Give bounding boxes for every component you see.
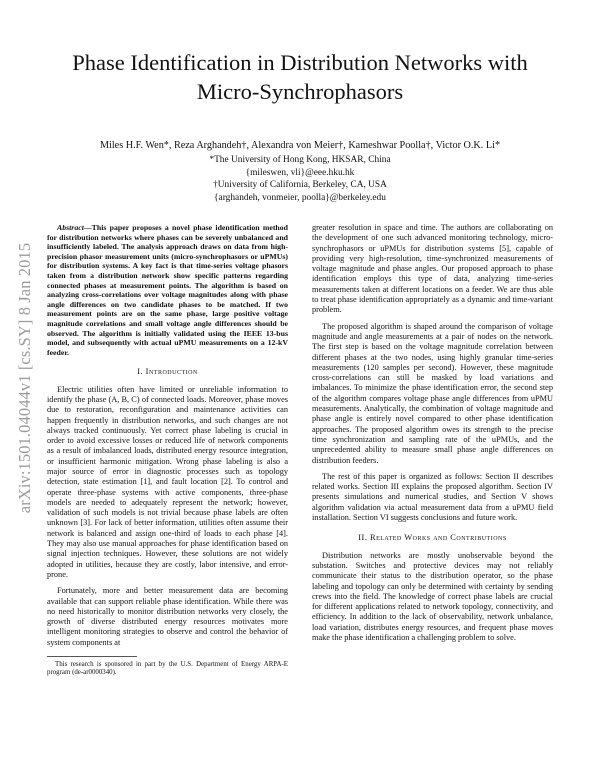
footnote-divider bbox=[47, 656, 137, 657]
related-paragraph-1: Distribution networks are mostly unobservable beyond the substation. Switches and protective devices may not reliably communicate their status to the distribution operator, so the phase labeling and topology can only be determined with certainty by sending crews into the field. The knowledge of correct phase labels are crucial for different applications related to network topology, connectivity, and efficiency. In addition to the lack of observability, network unbalance, load variation, distributes energy resources, and frequent phase moves make the phase identification a challenging problem to solve. bbox=[312, 550, 553, 642]
intro-paragraph-4: The proposed algorithm is shaped around the comparison of voltage magnitude and angle measurements at a pair of nodes on the network. The first step is based on the voltage magnitude correlation between different phases at the two nodes, using highly granular time-series measurements (120 samples per second). However, these magnitude cross-correlations can still be masked by load variations and imbalances. To minimize the phase identification error, the second step of the algorithm compares voltage phase angle differences from uPMU measurements. Analytically, the combination of voltage magnitude and phase angle is entirely novel compared to other phase identification approaches. The proposed algorithm owes its strength to the precise time synchronization and sampling rate of the uPMUs, and the unprecedented ability to measure small phase angle differences on distribution feeders. bbox=[312, 321, 553, 465]
abstract-label: Abstract bbox=[57, 223, 84, 232]
intro-paragraph-3: greater resolution in space and time. The authors are collaborating on the development of one such advanced monitoring technology, micro-synchrophasors or uPMUs for distribution systems [5], capable of providing very high-resolution, time-synchronized measurements of voltage magnitude and phase angles. Our proposed approach to phase identification employs this type of data, analyzing time-series measurements taken at different locations on a feeder. We are thus able to treat phase identification appropriately as a dynamic and time-variant problem. bbox=[312, 223, 553, 315]
footnote: This research is sponsored in part by the U.S. Department of Energy ARPA-E program (de-ar0000340). bbox=[47, 661, 288, 677]
section-heading-related-works: II. Related Works and Contributions bbox=[358, 533, 507, 543]
author-names: Miles H.F. Wen*, Reza Arghandeh†, Alexandra von Meier†, Kameshwar Poolla†, Victor O.K. Li* bbox=[99, 140, 501, 151]
title-line-2: Micro-Synchrophasors bbox=[196, 79, 404, 104]
email-berkeley: {arghandeh, vonmeier, poolla}@berkeley.edu bbox=[214, 192, 386, 203]
abstract-text: —This paper proposes a novel phase identification method for distribution networks where phases can be severely unbalanced and insufficiently labeled. The analysis approach draws on data from high-precision phasor measurement units (micro-synchrophasors or uPMUs) for distribution systems. A key fact is that time-series voltage phasors taken from a distribution network show specific patterns regarding connected phases at measurement points. The algorithm is based on analyzing cross-correlations over voltage magnitudes along with phase angle differences on two candidate phases to be matched. If two measurement points are on the same phase, large positive voltage magnitude correlations and small voltage angle differences should be observed. The algorithm is initially validated using the IEEE 13-bus model, and subsequently with actual uPMU measurements on a 12-kV feeder. bbox=[47, 223, 288, 357]
author-block bbox=[40, 138, 560, 204]
arxiv-identifier: arXiv:1501.04044v1 [cs.SY] 8 Jan 2015 bbox=[15, 242, 34, 514]
affiliation-hku: *The University of Hong Kong, HKSAR, China bbox=[209, 155, 391, 165]
affiliation-berkeley: †University of California, Berkeley, CA, USA bbox=[213, 180, 387, 190]
abstract bbox=[47, 223, 288, 357]
left-column bbox=[47, 223, 288, 678]
title-line-1: Phase Identification in Distribution Networks with bbox=[72, 50, 528, 75]
right-column bbox=[312, 223, 553, 649]
email-hku: {mileswen, vli}@eee.hku.hk bbox=[245, 167, 355, 178]
intro-paragraph-1: Electric utilities often have limited or unreliable information to identify the phase (A, B, C) of connected loads. Moreover, phase moves due to restoration, reconfiguration and maintenance activities can happen frequently in distribution networks, and such changes are not always tracked continuously. Yet correct phase labeling is crucial in order to avoid excessive losses or reduced life of network components as a result of imbalanced loads, distributed energy resource integration, or insufficient harmonic mitigation. Wrong phase labeling is also a major source of error in diagnostic processes such as topology detection, state estimation [1], and fault location [2]. To control and operate three-phase systems with active components, three-phase models are needed to adequately represent the network; however, validation of such models is not trivial because phase labels are often unknown [3]. For lack of better information, utilities often assume their network is balanced and assign one-third of loads to each phase [4]. They may also use manual approaches for phase identification based on signal injection techniques. However, these solutions are not widely adopted in utilities, because they are costly, labor intensive, and error-prone. bbox=[47, 384, 288, 579]
section-heading-introduction: I. Introduction bbox=[137, 367, 198, 377]
intro-paragraph-5: The rest of this paper is organized as follows: Section II describes related works. Section III explains the proposed algorithm. Section IV presents simulations and numerical studies, and Section V shows algorithm validation via actual measurement data from a uPMU field installation. Section VI suggests conclusions and future work. bbox=[312, 471, 553, 523]
intro-paragraph-2: Fortunately, more and better measurement data are becoming available that can support reliable phase identification. While there was no need historically to monitor distribution networks very closely, the growth of diverse distributed energy resources motivates more intelligent monitoring strategies to observe and control the behavior of system components at bbox=[47, 586, 288, 647]
paper-title bbox=[40, 48, 560, 106]
